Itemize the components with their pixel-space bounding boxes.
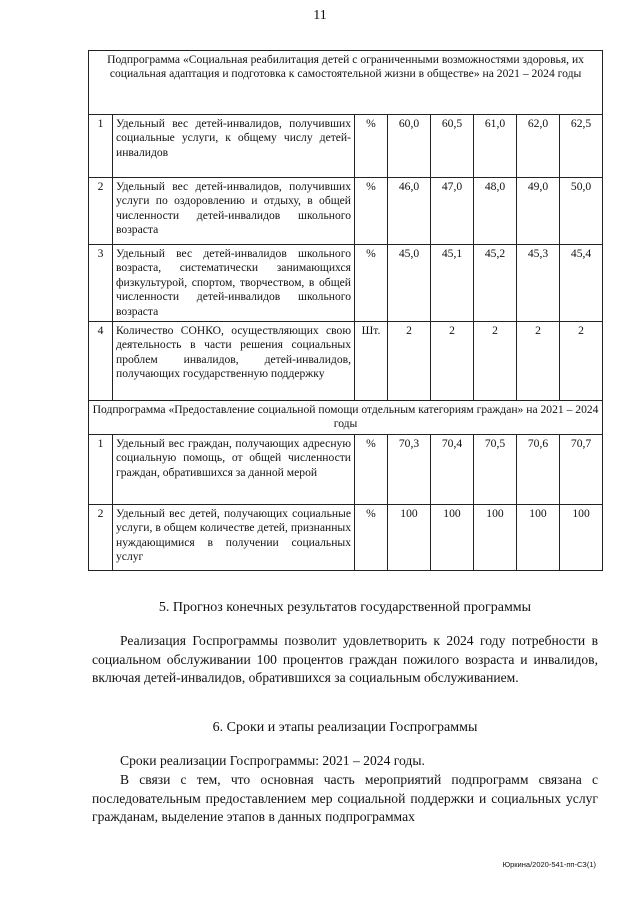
indicator-description: Удельный вес детей, получающих социальные услуги, в общем количестве детей, признанных нуждающимися в получении социальных услуг bbox=[113, 504, 355, 570]
section5-paragraph: Реализация Госпрограммы позволит удовлетворить к 2024 году потребности в социальном обслуживании 100 процентов граждан пожилого возраста и инвалидов, включая детей-инвалидов, обратившихся за социальным обслуживанием. bbox=[92, 633, 598, 685]
value-cell: 70,5 bbox=[474, 434, 517, 504]
unit-cell: % bbox=[355, 245, 388, 322]
footer-code: Юркина/2020-541-пп-СЗ(1) bbox=[502, 860, 596, 869]
indicator-description: Количество СОНКО, осуществляющих свою деятельность в части решения социальных проблем инвалидов, детей-инвалидов, получающих государственную поддержку bbox=[113, 322, 355, 401]
value-cell: 45,1 bbox=[431, 245, 474, 322]
value-cell: 49,0 bbox=[517, 178, 560, 245]
section-title-row bbox=[89, 401, 603, 435]
unit-cell: % bbox=[355, 434, 388, 504]
value-cell: 2 bbox=[474, 322, 517, 401]
section6-paragraph1: Сроки реализации Госпрограммы: 2021 – 2024 годы. bbox=[120, 753, 425, 768]
row-number: 3 bbox=[89, 245, 113, 322]
value-cell: 70,3 bbox=[388, 434, 431, 504]
unit-cell: Шт. bbox=[355, 322, 388, 401]
indicator-description: Удельный вес граждан, получающих адресную социальную помощь, от общей численности граждан, обратившихся за данной мерой bbox=[113, 434, 355, 504]
value-cell: 2 bbox=[388, 322, 431, 401]
row-number: 1 bbox=[89, 115, 113, 178]
row-number: 1 bbox=[89, 434, 113, 504]
value-cell: 100 bbox=[431, 504, 474, 570]
value-cell: 60,5 bbox=[431, 115, 474, 178]
table-row bbox=[89, 178, 603, 245]
section-title: Подпрограмма «Социальная реабилитация детей с ограниченными возможностями здоровья, их социальная адаптация и подготовка к самостоятельной жизни в обществе» на 2021 – 2024 годы bbox=[89, 51, 603, 115]
value-cell: 2 bbox=[517, 322, 560, 401]
table-row bbox=[89, 504, 603, 570]
unit-cell: % bbox=[355, 115, 388, 178]
value-cell: 70,6 bbox=[517, 434, 560, 504]
section5-heading: 5. Прогноз конечных результатов государственной программы bbox=[158, 600, 532, 615]
page-number: 11 bbox=[313, 8, 327, 23]
value-cell: 45,4 bbox=[560, 245, 603, 322]
table-row bbox=[89, 115, 603, 178]
indicators-table bbox=[88, 50, 603, 571]
unit-cell: % bbox=[355, 178, 388, 245]
value-cell: 45,2 bbox=[474, 245, 517, 322]
value-cell: 2 bbox=[431, 322, 474, 401]
value-cell: 70,4 bbox=[431, 434, 474, 504]
section6-paragraph2: В связи с тем, что основная часть мероприятий подпрограмм связана с последовательным предоставлением мер социальной поддержки и социальных услуг гражданам, выделение этапов в данных подпрограммах bbox=[92, 772, 598, 824]
section-title-row bbox=[89, 51, 603, 115]
section6-heading: 6. Сроки и этапы реализации Госпрограммы bbox=[212, 720, 478, 735]
value-cell: 45,0 bbox=[388, 245, 431, 322]
value-cell: 100 bbox=[560, 504, 603, 570]
unit-cell: % bbox=[355, 504, 388, 570]
row-number: 2 bbox=[89, 504, 113, 570]
indicator-description: Удельный вес детей-инвалидов, получивших услуги по оздоровлению и отдыху, в общей численности детей-инвалидов школьного возраста bbox=[113, 178, 355, 245]
value-cell: 100 bbox=[517, 504, 560, 570]
section-title: Подпрограмма «Предоставление социальной помощи отдельным категориям граждан» на 2021 – 2024 годы bbox=[89, 401, 603, 435]
value-cell: 62,0 bbox=[517, 115, 560, 178]
value-cell: 45,3 bbox=[517, 245, 560, 322]
table-row bbox=[89, 245, 603, 322]
value-cell: 47,0 bbox=[431, 178, 474, 245]
row-number: 4 bbox=[89, 322, 113, 401]
value-cell: 60,0 bbox=[388, 115, 431, 178]
row-number: 2 bbox=[89, 178, 113, 245]
table-row bbox=[89, 322, 603, 401]
table-row bbox=[89, 434, 603, 504]
value-cell: 50,0 bbox=[560, 178, 603, 245]
indicator-description: Удельный вес детей-инвалидов школьного возраста, систематически занимающихся физкультурой, спортом, творчеством, в общей численности детей-инвалидов школьного возраста bbox=[113, 245, 355, 322]
value-cell: 62,5 bbox=[560, 115, 603, 178]
value-cell: 48,0 bbox=[474, 178, 517, 245]
value-cell: 61,0 bbox=[474, 115, 517, 178]
value-cell: 2 bbox=[560, 322, 603, 401]
value-cell: 46,0 bbox=[388, 178, 431, 245]
value-cell: 100 bbox=[474, 504, 517, 570]
indicator-description: Удельный вес детей-инвалидов, получивших социальные услуги, к общему числу детей-инвалидов bbox=[113, 115, 355, 178]
value-cell: 70,7 bbox=[560, 434, 603, 504]
value-cell: 100 bbox=[388, 504, 431, 570]
